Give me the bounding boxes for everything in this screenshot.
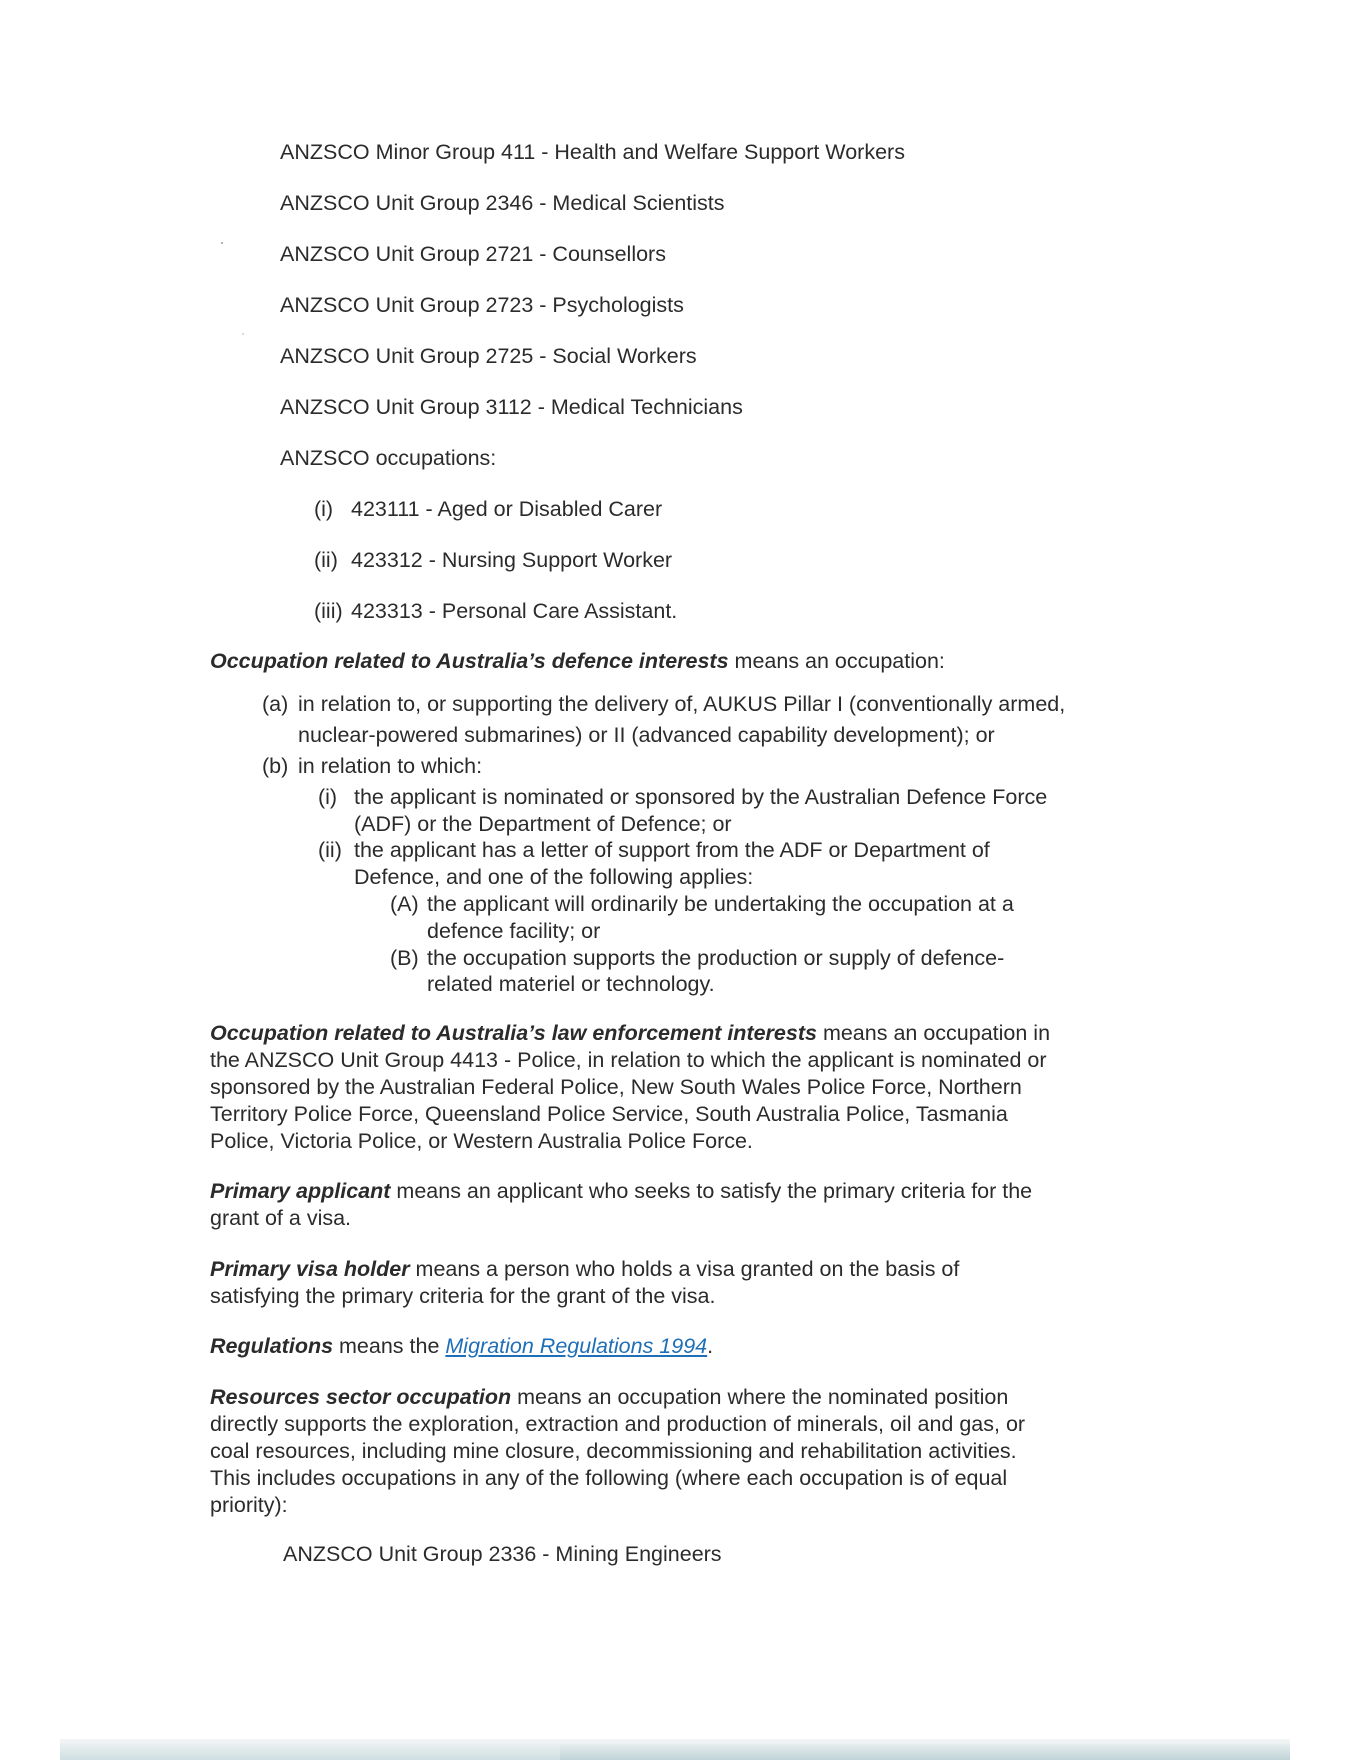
list-item: ANZSCO Unit Group 3112 - Medical Technicians	[280, 395, 743, 419]
subclause-A	[390, 891, 1014, 918]
subclause-B-continued: related materiel or technology.	[427, 972, 715, 996]
definition-text: satisfying the primary criteria for the grant of the visa.	[210, 1284, 716, 1308]
clause-text: the occupation supports the production or supply of defence-	[427, 946, 1005, 970]
subclause-ii	[318, 837, 990, 864]
definition-text: the ANZSCO Unit Group 4413 - Police, in relation to which the applicant is nominated or	[210, 1048, 1047, 1072]
definition-primary-applicant	[210, 1178, 1032, 1205]
definition-text-end: .	[707, 1334, 714, 1358]
clause-b	[262, 753, 482, 780]
list-item: ANZSCO Unit Group 2336 - Mining Engineers	[283, 1542, 722, 1566]
subclause-i-continued: (ADF) or the Department of Defence; or	[354, 812, 732, 836]
occupation-text: 423111 - Aged or Disabled Carer	[351, 497, 663, 521]
clause-label: (b)	[262, 754, 289, 778]
clause-label: (a)	[262, 692, 289, 716]
occupation-item	[314, 598, 677, 625]
defined-term: Resources sector occupation	[210, 1385, 512, 1409]
definition-text: means an occupation in	[816, 1021, 1051, 1045]
clause-label: (B)	[390, 946, 419, 970]
subclause-A-continued: defence facility; or	[427, 919, 601, 943]
scan-edge	[560, 1744, 1290, 1760]
definition-resources-sector	[210, 1384, 1008, 1411]
clause-label: (A)	[390, 892, 419, 916]
list-item: ANZSCO Minor Group 411 - Health and Welfare Support Workers	[280, 140, 905, 164]
clause-text: in relation to which:	[298, 754, 483, 778]
defined-term: Occupation related to Australia’s defence interests	[210, 649, 729, 673]
definition-text: means the	[333, 1334, 446, 1358]
definition-regulations	[210, 1333, 713, 1360]
migration-regulations-link[interactable]: Migration Regulations 1994	[445, 1334, 708, 1358]
subclause-ii-continued: Defence, and one of the following applies:	[354, 865, 754, 889]
definition-text: sponsored by the Australian Federal Police, New South Wales Police Force, Northern	[210, 1075, 1022, 1099]
clause-a	[262, 691, 1065, 718]
list-item: ANZSCO occupations:	[280, 446, 497, 470]
definition-defence	[210, 648, 945, 675]
clause-a-continued: nuclear-powered submarines) or II (advanced capability development); or	[298, 723, 995, 747]
occupation-label: (ii)	[314, 548, 338, 572]
definition-text: means a person who holds a visa granted on the basis of	[409, 1257, 960, 1281]
definition-text: Police, Victoria Police, or Western Australia Police Force.	[210, 1129, 753, 1153]
definition-text: means an occupation where the nominated position	[511, 1385, 1009, 1409]
definition-text: grant of a visa.	[210, 1206, 352, 1230]
definition-text: coal resources, including mine closure, decommissioning and rehabilitation activities.	[210, 1439, 1017, 1463]
occupation-label: (i)	[314, 497, 334, 521]
subclause-i	[318, 784, 1047, 811]
definition-text: Territory Police Force, Queensland Police Service, South Australia Police, Tasmania	[210, 1102, 1008, 1126]
definition-law-enforcement	[210, 1020, 1050, 1047]
definition-text: means an applicant who seeks to satisfy the primary criteria for the	[390, 1179, 1033, 1203]
subclause-B	[390, 945, 1004, 972]
occupation-item	[314, 547, 672, 574]
scan-speck	[242, 333, 244, 335]
definition-primary-visa-holder	[210, 1256, 959, 1283]
occupation-item	[314, 496, 662, 523]
defined-term: Primary applicant	[210, 1179, 391, 1203]
defined-term: Primary visa holder	[210, 1257, 410, 1281]
clause-label: (ii)	[318, 838, 342, 862]
defined-term: Regulations	[210, 1334, 334, 1358]
clause-text: the applicant will ordinarily be undertaking the occupation at a	[427, 892, 1014, 916]
list-item: ANZSCO Unit Group 2725 - Social Workers	[280, 344, 697, 368]
definition-text: means an occupation:	[728, 649, 945, 673]
list-item: ANZSCO Unit Group 2721 - Counsellors	[280, 242, 666, 266]
defined-term: Occupation related to Australia’s law enforcement interests	[210, 1021, 817, 1045]
list-item: ANZSCO Unit Group 2346 - Medical Scientists	[280, 191, 725, 215]
definition-text: directly supports the exploration, extraction and production of minerals, oil and gas, or	[210, 1412, 1026, 1436]
occupation-text: 423313 - Personal Care Assistant.	[351, 599, 678, 623]
clause-text: the applicant has a letter of support from the ADF or Department of	[354, 838, 990, 862]
scan-speck	[221, 242, 223, 244]
clause-label: (i)	[318, 785, 338, 809]
definition-text: priority):	[210, 1493, 288, 1517]
definition-text: This includes occupations in any of the following (where each occupation is of equal	[210, 1466, 1008, 1490]
list-item: ANZSCO Unit Group 2723 - Psychologists	[280, 293, 684, 317]
occupation-label: (iii)	[314, 599, 343, 623]
clause-text: in relation to, or supporting the delivery of, AUKUS Pillar I (conventionally armed,	[298, 692, 1066, 716]
clause-text: the applicant is nominated or sponsored by the Australian Defence Force	[354, 785, 1048, 809]
occupation-text: 423312 - Nursing Support Worker	[351, 548, 673, 572]
